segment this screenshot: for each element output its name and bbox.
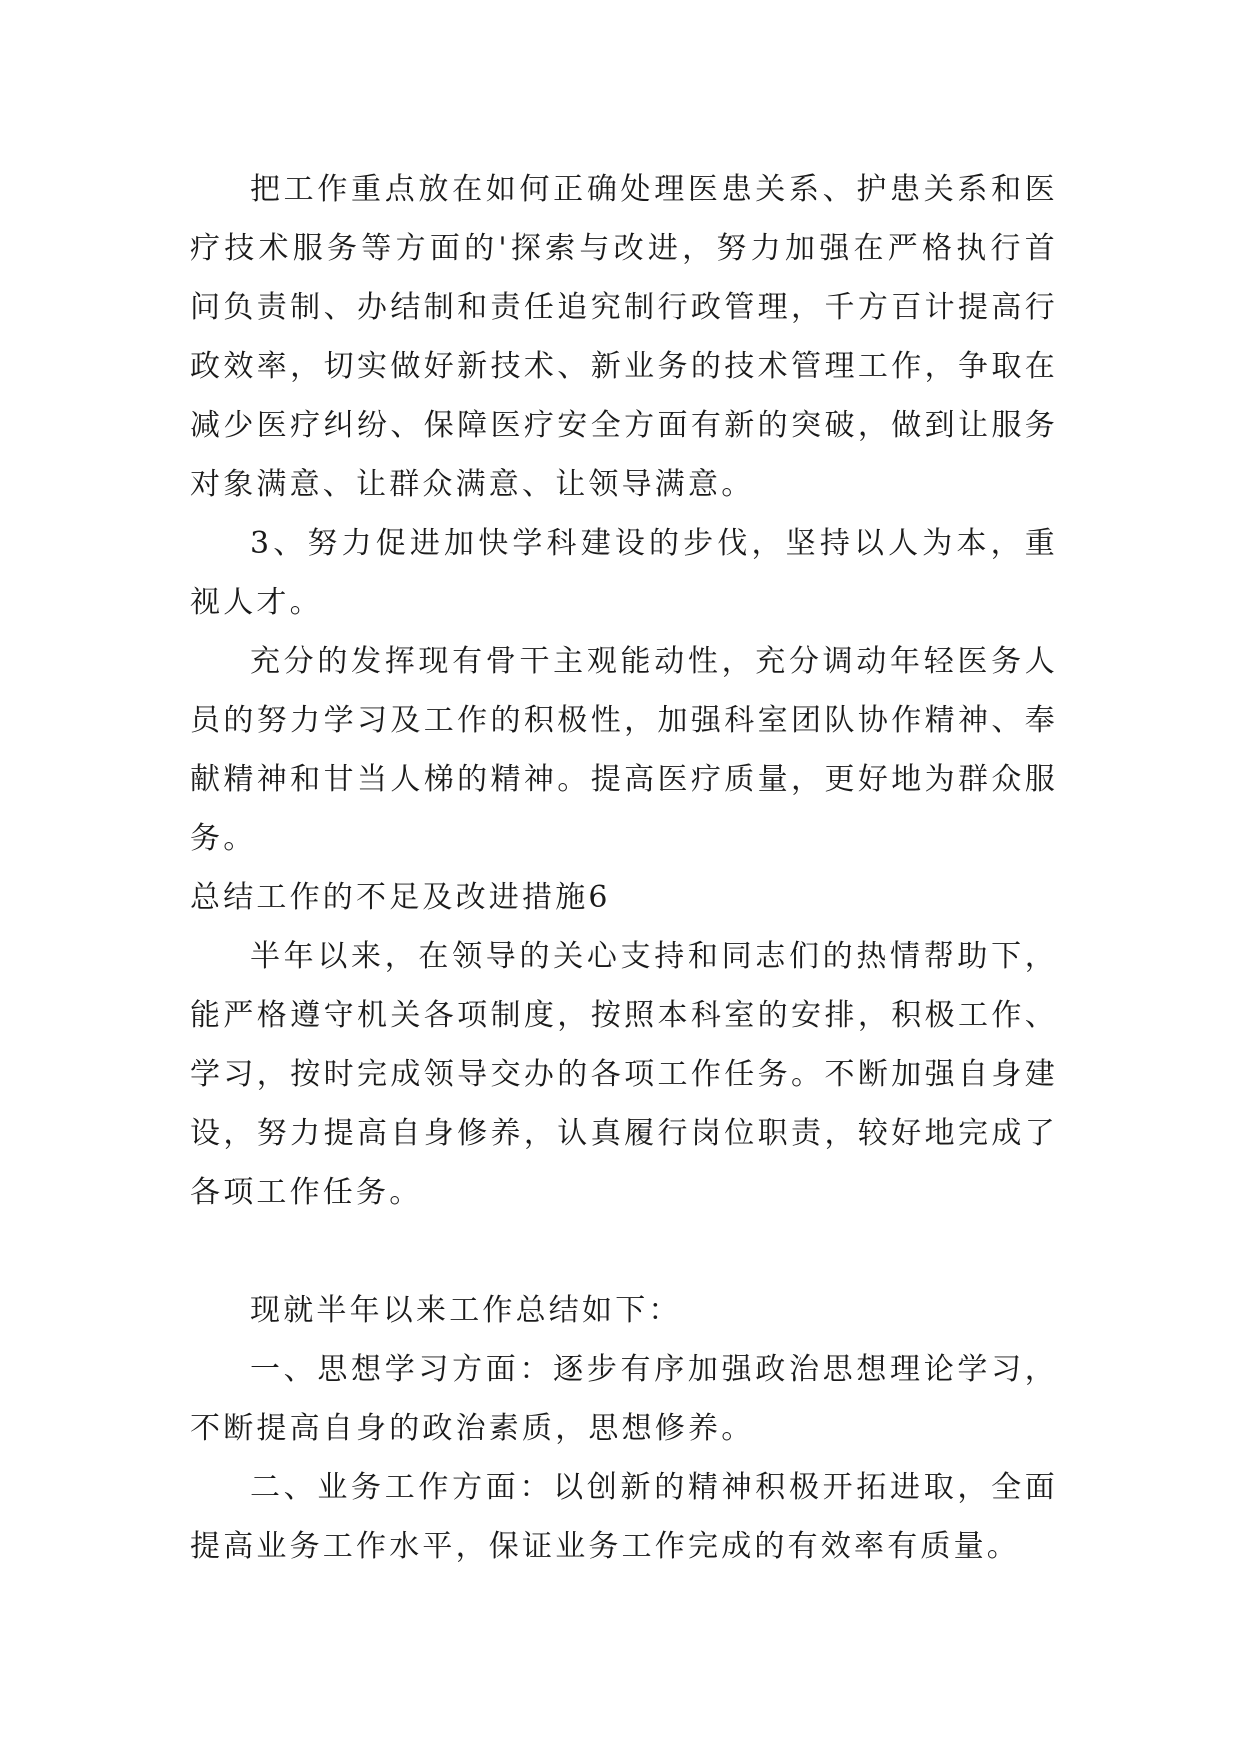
blank-line xyxy=(190,1222,1058,1281)
body-paragraph: 3、努力促进加快学科建设的步伐，坚持以人为本，重视人才。 xyxy=(190,526,1058,620)
body-paragraph: 把工作重点放在如何正确处理医患关系、护患关系和医疗技术服务等方面的'探索与改进，努力加强在严格执行首问负责制、办结制和责任追究制行政管理，千方百计提高行政效率，切实做好新技术、新业务的技术管理工作，争取在减少医疗纠纷、保障医疗安全方面有新的突破，做到让服务对象满意、让群众满意、让领导满意。 xyxy=(190,172,1058,502)
body-paragraph: 半年以来，在领导的关心支持和同志们的热情帮助下，能严格遵守机关各项制度，按照本科室的安排，积极工作、学习，按时完成领导交办的各项工作任务。不断加强自身建设，努力提高自身修养，认真履行岗位职责，较好地完成了各项工作任务。 xyxy=(190,939,1058,1210)
body-paragraph: 现就半年以来工作总结如下： xyxy=(250,1293,682,1328)
document-body xyxy=(190,160,1058,1576)
body-paragraph: 一、思想学习方面：逐步有序加强政治思想理论学习，不断提高自身的政治素质，思想修养。 xyxy=(190,1352,1058,1446)
body-paragraph: 充分的发挥现有骨干主观能动性，充分调动年轻医务人员的努力学习及工作的积极性，加强科室团队协作精神、奉献精神和甘当人梯的精神。提高医疗质量，更好地为群众服务。 xyxy=(190,644,1058,856)
body-paragraph: 二、业务工作方面：以创新的精神积极开拓进取，全面提高业务工作水平，保证业务工作完成的有效率有质量。 xyxy=(190,1470,1058,1564)
section-heading: 总结工作的不足及改进措施6 xyxy=(190,880,611,915)
